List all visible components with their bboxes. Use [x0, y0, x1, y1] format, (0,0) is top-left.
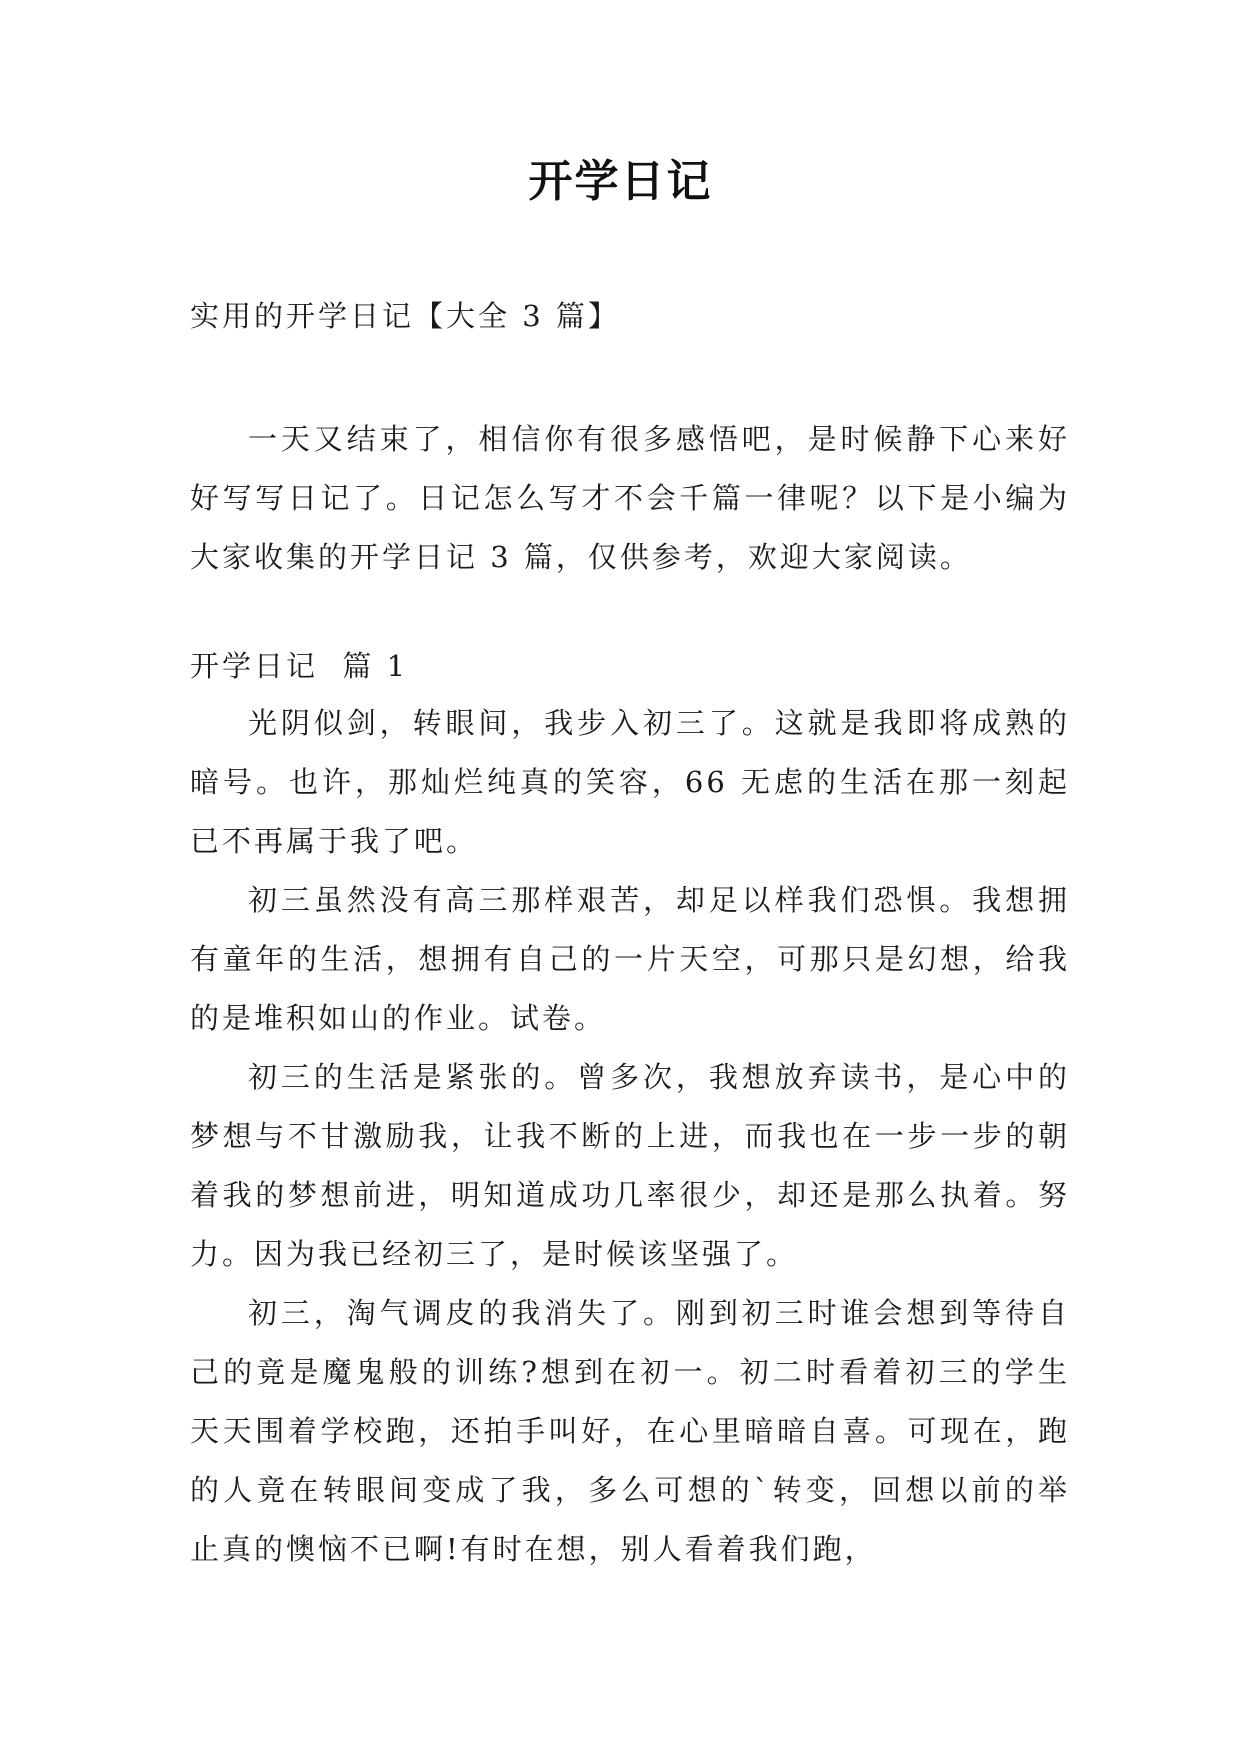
- body-paragraph: 初三，淘气调皮的我消失了。刚到初三时谁会想到等待自己的竟是魔鬼般的训练?想到在初一。初二时看着初三的学生天天围着学校跑，还拍手叫好，在心里暗暗自喜。可现在，跑的人竟在转眼间变成了我，多么可想的`转变，回想以前的举止真的懊恼不已啊!有时在想，别人看着我们跑，: [190, 1296, 1070, 1566]
- document-title: 开学日记: [528, 156, 713, 207]
- intro-section: [190, 410, 1070, 587]
- body-paragraph: 光阴似剑，转眼间，我步入初三了。这就是我即将成熟的暗号。也许，那灿烂纯真的笑容，66 无虑的生活在那一刻起已不再属于我了吧。: [190, 706, 1070, 858]
- body-paragraph: 初三虽然没有高三那样艰苦，却足以样我们恐惧。我想拥有童年的生活，想拥有自己的一片天空，可那只是幻想，给我的是堆积如山的作业。试卷。: [190, 883, 1070, 1035]
- intro-paragraph: 一天又结束了，相信你有很多感悟吧，是时候静下心来好好写写日记了。日记怎么写才不会千篇一律呢？以下是小编为大家收集的开学日记 3 篇，仅供参考，欢迎大家阅读。: [190, 422, 1070, 574]
- document-subtitle: 实用的开学日记【大全 3 篇】: [190, 299, 620, 333]
- body-paragraph: 初三的生活是紧张的。曾多次，我想放弃读书，是心中的梦想与不甘激励我，让我不断的上进，而我也在一步一步的朝着我的梦想前进，明知道成功几率很少，却还是那么执着。努力。因为我已经初三了，是时候该坚强了。: [190, 1060, 1070, 1271]
- article-body: [190, 694, 1070, 1579]
- section-heading: 开学日记 篇 1: [190, 649, 409, 683]
